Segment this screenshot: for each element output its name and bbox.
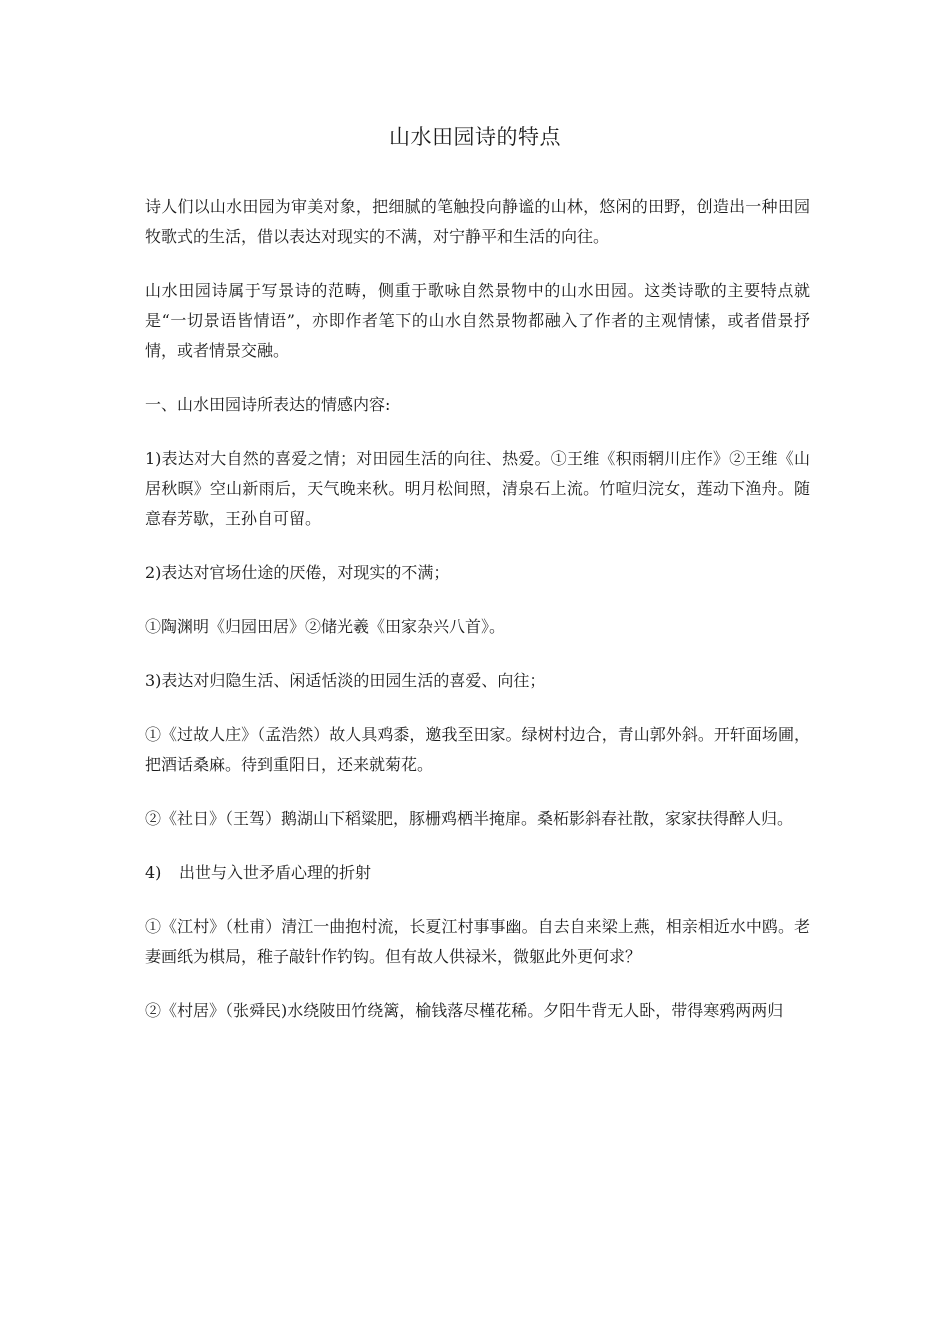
document-title: 山水田园诗的特点 <box>389 125 561 149</box>
point-4-heading <box>145 858 810 888</box>
point-4-example-jiang-cun: ①《江村》（杜甫）清江一曲抱村流，长夏江村事事幽。自去自来梁上燕，相亲相近水中鸥。老妻画纸为棋局，稚子敲针作钓钩。但有故人供禄米，微躯此外更何求？ <box>145 917 810 966</box>
point-3-reclusive-life: 3)表达对归隐生活、闲适恬淡的田园生活的喜爱、向往； <box>145 671 546 690</box>
point-4-example-cun-ju: ②《村居》（张舜民)水绕陂田竹绕篱，榆钱落尽槿花稀。夕阳牛背无人卧，带得寒鸦两两归 <box>145 1001 784 1020</box>
point-2-examples: ①陶渊明《归园田居》②储光羲《田家杂兴八首》。 <box>145 617 506 636</box>
point-4-number: 4) <box>145 863 162 882</box>
point-4-text: 出世与入世矛盾心理的折射 <box>179 863 372 882</box>
point-2-officialdom-weariness: 2)表达对官场仕途的厌倦，对现实的不满； <box>145 563 450 582</box>
paragraph-definition: 山水田园诗属于写景诗的范畴，侧重于歌咏自然景物中的山水田园。这类诗歌的主要特点就是“一切景语皆情语”，亦即作者笔下的山水自然景物都融入了作者的主观情愫，或者借景抒情，或者情景交融。 <box>145 281 810 360</box>
section-heading-emotions: 一、山水田园诗所表达的情感内容: <box>145 395 391 414</box>
paragraph-intro: 诗人们以山水田园为审美对象，把细腻的笔触投向静谧的山林，悠闲的田野，创造出一种田园牧歌式的生活，借以表达对现实的不满，对宁静平和生活的向往。 <box>145 197 810 246</box>
point-1-nature-love: 1)表达对大自然的喜爱之情；对田园生活的向往、热爱。①王维《积雨辋川庄作》②王维《山居秋暝》空山新雨后，天气晚来秋。明月松间照，清泉石上流。竹喧归浣女，莲动下渔舟。随意春芳歇，王孙自可留。 <box>145 449 810 528</box>
point-3-example-she-ri: ②《社日》（王驾）鹅湖山下稻粱肥，豚栅鸡栖半掩扉。桑柘影斜春社散，家家扶得醉人归。 <box>145 809 794 828</box>
document-body <box>145 192 810 1050</box>
point-3-example-guo-gu-ren-zhuang: ①《过故人庄》（孟浩然）故人具鸡黍，邀我至田家。绿树村边合，青山郭外斜。开轩面场圃，把酒话桑麻。待到重阳日，还来就菊花。 <box>145 725 810 774</box>
